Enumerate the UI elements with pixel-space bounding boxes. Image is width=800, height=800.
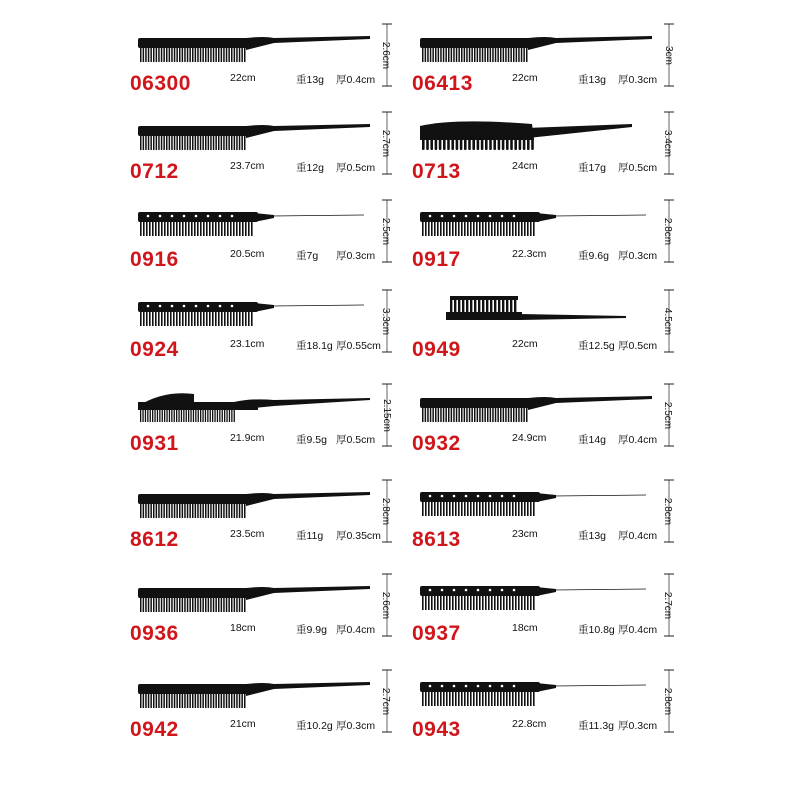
comb-image [134,294,374,338]
comb-item-0917 [412,198,672,288]
comb-model-code: 0942 [130,718,179,741]
comb-image [416,484,656,528]
comb-length: 23.5cm [230,528,265,540]
comb-image [416,388,656,432]
comb-length: 23.1cm [230,338,265,350]
comb-image [416,116,656,160]
comb-item-06300 [130,22,390,112]
comb-image [134,28,374,72]
comb-height-value: 2.8cm [662,687,674,715]
comb-model-code: 06413 [412,72,473,95]
comb-model-code: 06300 [130,72,191,95]
comb-height-value: 2.7cm [380,129,392,157]
comb-thickness: 厚0.4cm [336,74,376,86]
comb-item-0942 [130,668,390,758]
comb-height-label [656,572,680,638]
comb-length: 20.5cm [230,248,265,260]
comb-height-value: 2.8cm [662,497,674,525]
comb-item-0949 [412,288,672,378]
comb-weight: 重7g [296,250,319,262]
comb-weight: 重13g [578,530,607,542]
comb-image [416,28,656,72]
comb-thickness: 厚0.4cm [336,624,376,636]
comb-model-code: 0932 [412,432,461,455]
comb-height-value: 2.8cm [662,217,674,245]
comb-height-value: 2.6cm [380,591,392,619]
comb-thickness: 厚0.5cm [336,434,376,446]
comb-height-label [374,198,398,264]
comb-item-06413 [412,22,672,112]
comb-length: 22cm [512,72,538,84]
comb-image [416,204,656,248]
comb-thickness: 厚0.3cm [618,720,658,732]
comb-weight: 重9.9g [296,624,327,636]
comb-item-8612 [130,478,390,568]
comb-height-label [656,198,680,264]
comb-model-code: 0916 [130,248,179,271]
comb-model-code: 0924 [130,338,179,361]
comb-height-label [374,572,398,638]
comb-height-value: 2.5cm [380,217,392,245]
comb-length: 18cm [512,622,538,634]
comb-height-value: 2.7cm [662,591,674,619]
comb-image [416,674,656,718]
comb-thickness: 厚0.5cm [336,162,376,174]
comb-model-code: 8613 [412,528,461,551]
comb-weight: 重13g [296,74,325,86]
comb-item-0713 [412,110,672,200]
comb-weight: 重10.2g [296,720,333,732]
comb-thickness: 厚0.5cm [618,340,658,352]
comb-height-value: 2.6cm [380,41,392,69]
comb-height-label [656,110,680,176]
comb-length: 24.9cm [512,432,547,444]
comb-model-code: 0931 [130,432,179,455]
comb-thickness: 厚0.5cm [618,162,658,174]
comb-thickness: 厚0.35cm [336,530,381,542]
comb-image [134,674,374,718]
comb-thickness: 厚0.4cm [618,530,658,542]
comb-model-code: 0936 [130,622,179,645]
comb-thickness: 厚0.3cm [618,250,658,262]
comb-height-value: 2.7cm [380,687,392,715]
comb-weight: 重18.1g [296,340,333,352]
comb-item-8613 [412,478,672,568]
comb-item-0936 [130,572,390,662]
comb-length: 21.9cm [230,432,265,444]
comb-item-0712 [130,110,390,200]
comb-image [134,204,374,248]
comb-image [134,388,374,432]
comb-image [416,578,656,622]
comb-weight: 重14g [578,434,607,446]
comb-model-code: 0943 [412,718,461,741]
comb-item-0931 [130,382,390,472]
comb-height-value: 4.5cm [662,307,674,335]
comb-weight: 重12.5g [578,340,615,352]
comb-model-code: 8612 [130,528,179,551]
comb-height-value: 2.8cm [380,497,392,525]
comb-length: 23.7cm [230,160,265,172]
comb-weight: 重12g [296,162,325,174]
comb-height-label [656,382,680,448]
comb-thickness: 厚0.55cm [336,340,381,352]
comb-weight: 重11g [296,530,324,542]
comb-model-code: 0917 [412,248,461,271]
comb-height-label [374,478,398,544]
comb-height-label [374,288,398,354]
comb-length: 22.3cm [512,248,547,260]
comb-image [134,578,374,622]
comb-length: 23cm [512,528,538,540]
comb-height-label [656,288,680,354]
comb-thickness: 厚0.3cm [336,250,376,262]
comb-thickness: 厚0.3cm [336,720,376,732]
comb-model-code: 0712 [130,160,179,183]
comb-weight: 重13g [578,74,607,86]
comb-height-label [656,668,680,734]
comb-thickness: 厚0.3cm [618,74,658,86]
comb-height-value: 3.4cm [662,129,674,157]
comb-height-value: 2.5cm [662,401,674,429]
comb-weight: 重9.5g [296,434,327,446]
comb-length: 21cm [230,718,256,730]
comb-image [134,484,374,528]
comb-image [134,116,374,160]
comb-item-0916 [130,198,390,288]
comb-height-value: 2.15cm [380,398,392,432]
comb-item-0943 [412,668,672,758]
comb-image [416,294,656,338]
comb-height-label [656,22,680,88]
comb-height-value: 3cm [662,45,674,65]
comb-model-code: 0949 [412,338,461,361]
comb-item-0924 [130,288,390,378]
comb-weight: 重9.6g [578,250,609,262]
comb-length: 22cm [230,72,256,84]
comb-item-0932 [412,382,672,472]
comb-height-label [374,22,398,88]
comb-height-label [374,382,398,448]
comb-length: 18cm [230,622,256,634]
comb-length: 24cm [512,160,538,172]
comb-length: 22.8cm [512,718,547,730]
comb-height-label [374,668,398,734]
comb-height-value: 3.3cm [380,307,392,335]
comb-model-code: 0937 [412,622,461,645]
comb-length: 22cm [512,338,538,350]
comb-model-code: 0713 [412,160,461,183]
comb-thickness: 厚0.4cm [618,434,658,446]
comb-thickness: 厚0.4cm [618,624,658,636]
comb-weight: 重17g [578,162,607,174]
comb-height-label [656,478,680,544]
comb-item-0937 [412,572,672,662]
comb-height-label [374,110,398,176]
comb-weight: 重11.3g [578,720,614,732]
comb-weight: 重10.8g [578,624,615,636]
